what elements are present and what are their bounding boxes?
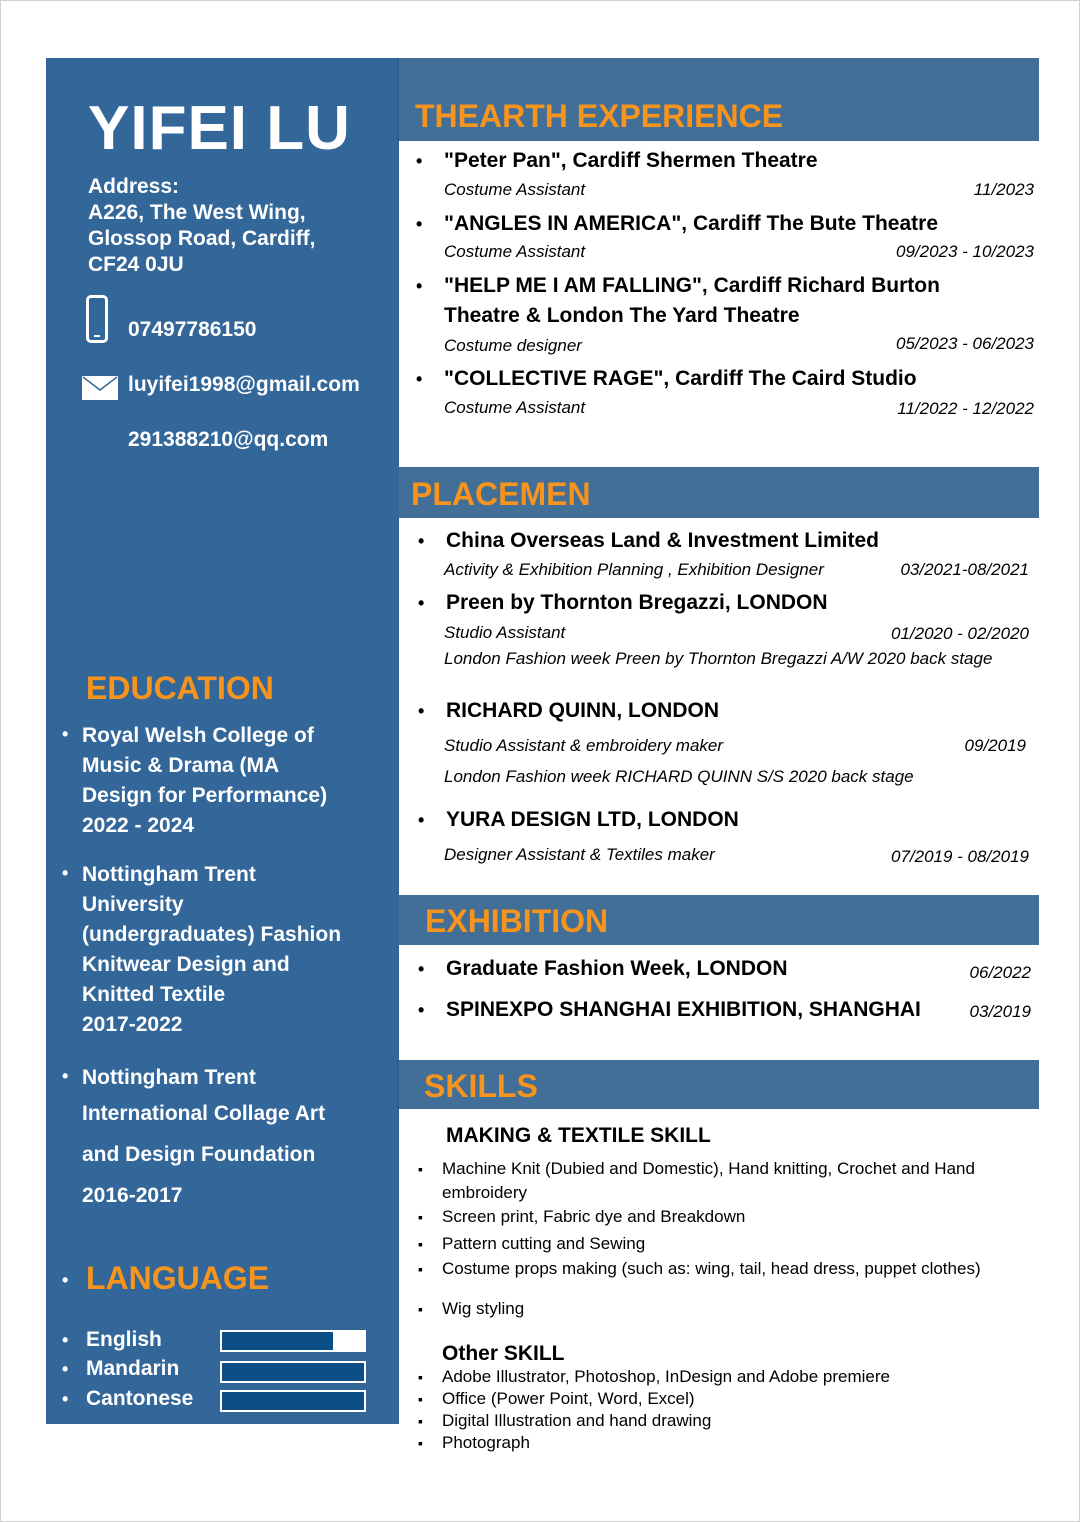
skill-text: Machine Knit (Dubied and Domestic), Hand knitting, Crochet and Hand xyxy=(442,1159,975,1178)
education-line: Design for Performance) xyxy=(82,784,328,807)
education-line: Music & Drama (MA xyxy=(82,754,280,777)
skill-item xyxy=(418,1232,646,1256)
skill-item xyxy=(418,1157,975,1181)
bullet-icon: • xyxy=(62,1359,69,1379)
exhibition-title-text: SPINEXPO SHANGHAI EXHIBITION, SHANGHAI xyxy=(446,998,921,1021)
square-bullet-icon: ▪ xyxy=(418,1261,423,1277)
education-line: (undergraduates) Fashion xyxy=(82,923,342,946)
placement-title xyxy=(418,805,739,835)
theatre-date: 11/2023 xyxy=(973,180,1034,199)
section-rule xyxy=(397,58,399,141)
placement-date: 03/2021-08/2021 xyxy=(900,560,1029,579)
bullet-icon: • xyxy=(416,151,423,171)
placement-date: 01/2020 - 02/2020 xyxy=(890,624,1029,643)
language-name: English xyxy=(86,1328,162,1351)
placement-title xyxy=(418,526,879,556)
skills-heading: SKILLS xyxy=(424,1068,538,1104)
skill-item xyxy=(418,1297,525,1321)
theatre-title xyxy=(416,364,917,394)
square-bullet-icon: ▪ xyxy=(418,1209,423,1225)
placement-date: 09/2019 xyxy=(964,736,1026,755)
skill-item xyxy=(418,1432,530,1454)
education-line: Nottingham Trent xyxy=(82,1066,256,1089)
section-rule xyxy=(397,1060,399,1109)
language-name: Mandarin xyxy=(86,1357,180,1380)
theatre-title-text: "Peter Pan", Cardiff Shermen Theatre xyxy=(444,149,818,172)
bullet-icon: • xyxy=(418,810,425,830)
bullet-icon: • xyxy=(416,276,423,296)
square-bullet-icon: ▪ xyxy=(418,1391,423,1407)
phone-icon xyxy=(86,295,108,343)
placement-role: Activity & Exhibition Planning , Exhibition Designer xyxy=(444,560,824,579)
education-line: 2016-2017 xyxy=(82,1184,183,1207)
exhibition-title xyxy=(418,995,921,1025)
bullet-icon: • xyxy=(418,701,425,721)
education-line: International Collage Art xyxy=(82,1102,326,1125)
placement-header xyxy=(399,467,1039,518)
skill-text: Digital Illustration and hand drawing xyxy=(442,1411,712,1430)
skill-text: Wig styling xyxy=(442,1299,525,1318)
education-line: University xyxy=(82,893,184,916)
skill-item-cont: embroidery xyxy=(442,1183,528,1202)
bullet-icon: • xyxy=(62,1389,69,1409)
skill-text: Adobe Illustrator, Photoshop, InDesign and Adobe premiere xyxy=(442,1367,890,1386)
theatre-date: 09/2023 - 10/2023 xyxy=(895,242,1034,261)
education-item xyxy=(82,721,314,751)
exhibition-title xyxy=(418,954,788,984)
bullet-icon: • xyxy=(418,593,425,613)
sidebar xyxy=(46,58,399,1424)
bullet-icon: • xyxy=(62,863,69,883)
square-bullet-icon: ▪ xyxy=(418,1413,423,1429)
education-line: and Design Foundation xyxy=(82,1143,316,1166)
skill-item xyxy=(418,1257,981,1281)
education-line: Knitted Textile xyxy=(82,983,226,1006)
theatre-title-text: "ANGLES IN AMERICA", Cardiff The Bute Theatre xyxy=(444,212,939,235)
skill-text: Pattern cutting and Sewing xyxy=(442,1234,646,1253)
education-item xyxy=(82,860,256,890)
address-line: A226, The West Wing, xyxy=(88,201,306,224)
exhibition-header xyxy=(399,895,1039,945)
exhibition-date: 03/2019 xyxy=(969,1002,1031,1021)
skill-text: Costume props making (such as: wing, tail, head dress, puppet clothes) xyxy=(442,1259,981,1278)
address-line: CF24 0JU xyxy=(88,253,184,276)
candidate-name: YIFEI LU xyxy=(88,94,351,163)
placement-title-text: Preen by Thornton Bregazzi, LONDON xyxy=(446,591,828,614)
education-item xyxy=(82,1063,325,1216)
language-level-fill xyxy=(222,1363,364,1381)
language-level-bar xyxy=(220,1330,366,1352)
placement-note: London Fashion week RICHARD QUINN S/S 2020 back stage xyxy=(444,767,914,786)
theatre-title-cont: Theatre & London The Yard Theatre xyxy=(444,304,800,327)
education-line: Knitwear Design and xyxy=(82,953,290,976)
theatre-title xyxy=(416,146,818,176)
theatre-heading: THEARTH EXPERIENCE xyxy=(415,98,784,134)
skill-text: Photograph xyxy=(442,1433,530,1452)
mail-icon xyxy=(82,376,118,400)
square-bullet-icon: ▪ xyxy=(418,1161,423,1177)
education-line: 2017-2022 xyxy=(82,1013,183,1036)
theatre-header xyxy=(399,58,1039,141)
placement-title-text: YURA DESIGN LTD, LONDON xyxy=(446,808,739,831)
theatre-date: 11/2022 - 12/2022 xyxy=(897,399,1034,418)
language-level-fill xyxy=(222,1392,364,1410)
theatre-role: Costume Assistant xyxy=(444,180,586,199)
theatre-title-text: "COLLECTIVE RAGE", Cardiff The Caird Studio xyxy=(444,367,917,390)
education-line: 2022 - 2024 xyxy=(82,814,195,837)
skill-text: Office (Power Point, Word, Excel) xyxy=(442,1389,695,1408)
bullet-icon: • xyxy=(62,1270,69,1290)
bullet-icon: • xyxy=(62,1330,69,1350)
address xyxy=(88,174,316,278)
bullet-icon: • xyxy=(416,214,423,234)
theatre-role: Costume Assistant xyxy=(444,242,586,261)
placement-role: Studio Assistant xyxy=(444,623,566,642)
other-skill-title: Other SKILL xyxy=(442,1342,565,1365)
email-link[interactable]: luyifei1998@gmail.com xyxy=(128,373,360,396)
education-line: Nottingham Trent xyxy=(82,863,256,886)
address-label: Address: xyxy=(88,175,180,198)
square-bullet-icon: ▪ xyxy=(418,1301,423,1317)
placement-note: London Fashion week Preen by Thornton Bregazzi A/W 2020 back stage xyxy=(444,649,993,668)
education-item-cont xyxy=(82,890,341,1040)
bullet-icon: • xyxy=(418,959,425,979)
theatre-role: Costume designer xyxy=(444,336,582,355)
address-line: Glossop Road, Cardiff, xyxy=(88,227,316,250)
theatre-date: 05/2023 - 06/2023 xyxy=(895,334,1034,353)
skill-item xyxy=(418,1388,695,1410)
placement-date: 07/2019 - 08/2019 xyxy=(890,847,1029,866)
placement-role: Studio Assistant & embroidery maker xyxy=(444,736,724,755)
education-item-cont xyxy=(82,751,327,841)
language-item xyxy=(62,1387,193,1411)
placement-title xyxy=(418,696,719,726)
skills-header xyxy=(399,1060,1039,1109)
email-link-secondary[interactable]: 291388210@qq.com xyxy=(128,428,329,451)
bullet-icon: • xyxy=(418,531,425,551)
skill-item xyxy=(418,1205,746,1229)
skill-item xyxy=(418,1366,890,1388)
bullet-icon: • xyxy=(62,1066,69,1086)
exhibition-title-text: Graduate Fashion Week, LONDON xyxy=(446,957,788,980)
placement-title-text: China Overseas Land & Investment Limited xyxy=(446,529,879,552)
education-heading: EDUCATION xyxy=(86,670,274,706)
bullet-icon: • xyxy=(416,369,423,389)
skill-item xyxy=(418,1410,712,1432)
exhibition-date: 06/2022 xyxy=(969,963,1031,982)
language-heading: LANGUAGE xyxy=(86,1260,270,1296)
making-skill-title: MAKING & TEXTILE SKILL xyxy=(446,1124,711,1147)
square-bullet-icon: ▪ xyxy=(418,1369,423,1385)
language-level-fill xyxy=(222,1332,333,1350)
language-name: Cantonese xyxy=(86,1387,194,1410)
placement-title-text: RICHARD QUINN, LONDON xyxy=(446,699,719,722)
phone-number: 07497786150 xyxy=(128,318,257,341)
language-item xyxy=(62,1357,179,1381)
placement-heading: PLACEMEN xyxy=(411,476,591,512)
language-level-bar xyxy=(220,1361,366,1383)
theatre-role: Costume Assistant xyxy=(444,398,586,417)
square-bullet-icon: ▪ xyxy=(418,1236,423,1252)
bullet-icon: • xyxy=(418,1000,425,1020)
language-item xyxy=(62,1328,162,1352)
bullet-icon: • xyxy=(62,724,69,744)
theatre-title-text: "HELP ME I AM FALLING", Cardiff Richard Burton xyxy=(444,274,940,297)
theatre-title xyxy=(416,271,940,301)
skill-text: Screen print, Fabric dye and Breakdown xyxy=(442,1207,746,1226)
placement-title xyxy=(418,588,828,618)
language-level-bar xyxy=(220,1390,366,1412)
square-bullet-icon: ▪ xyxy=(418,1435,423,1451)
exhibition-heading: EXHIBITION xyxy=(425,903,609,939)
theatre-title xyxy=(416,209,939,239)
placement-role: Designer Assistant & Textiles maker xyxy=(444,845,715,864)
education-line: Royal Welsh College of xyxy=(82,724,314,747)
